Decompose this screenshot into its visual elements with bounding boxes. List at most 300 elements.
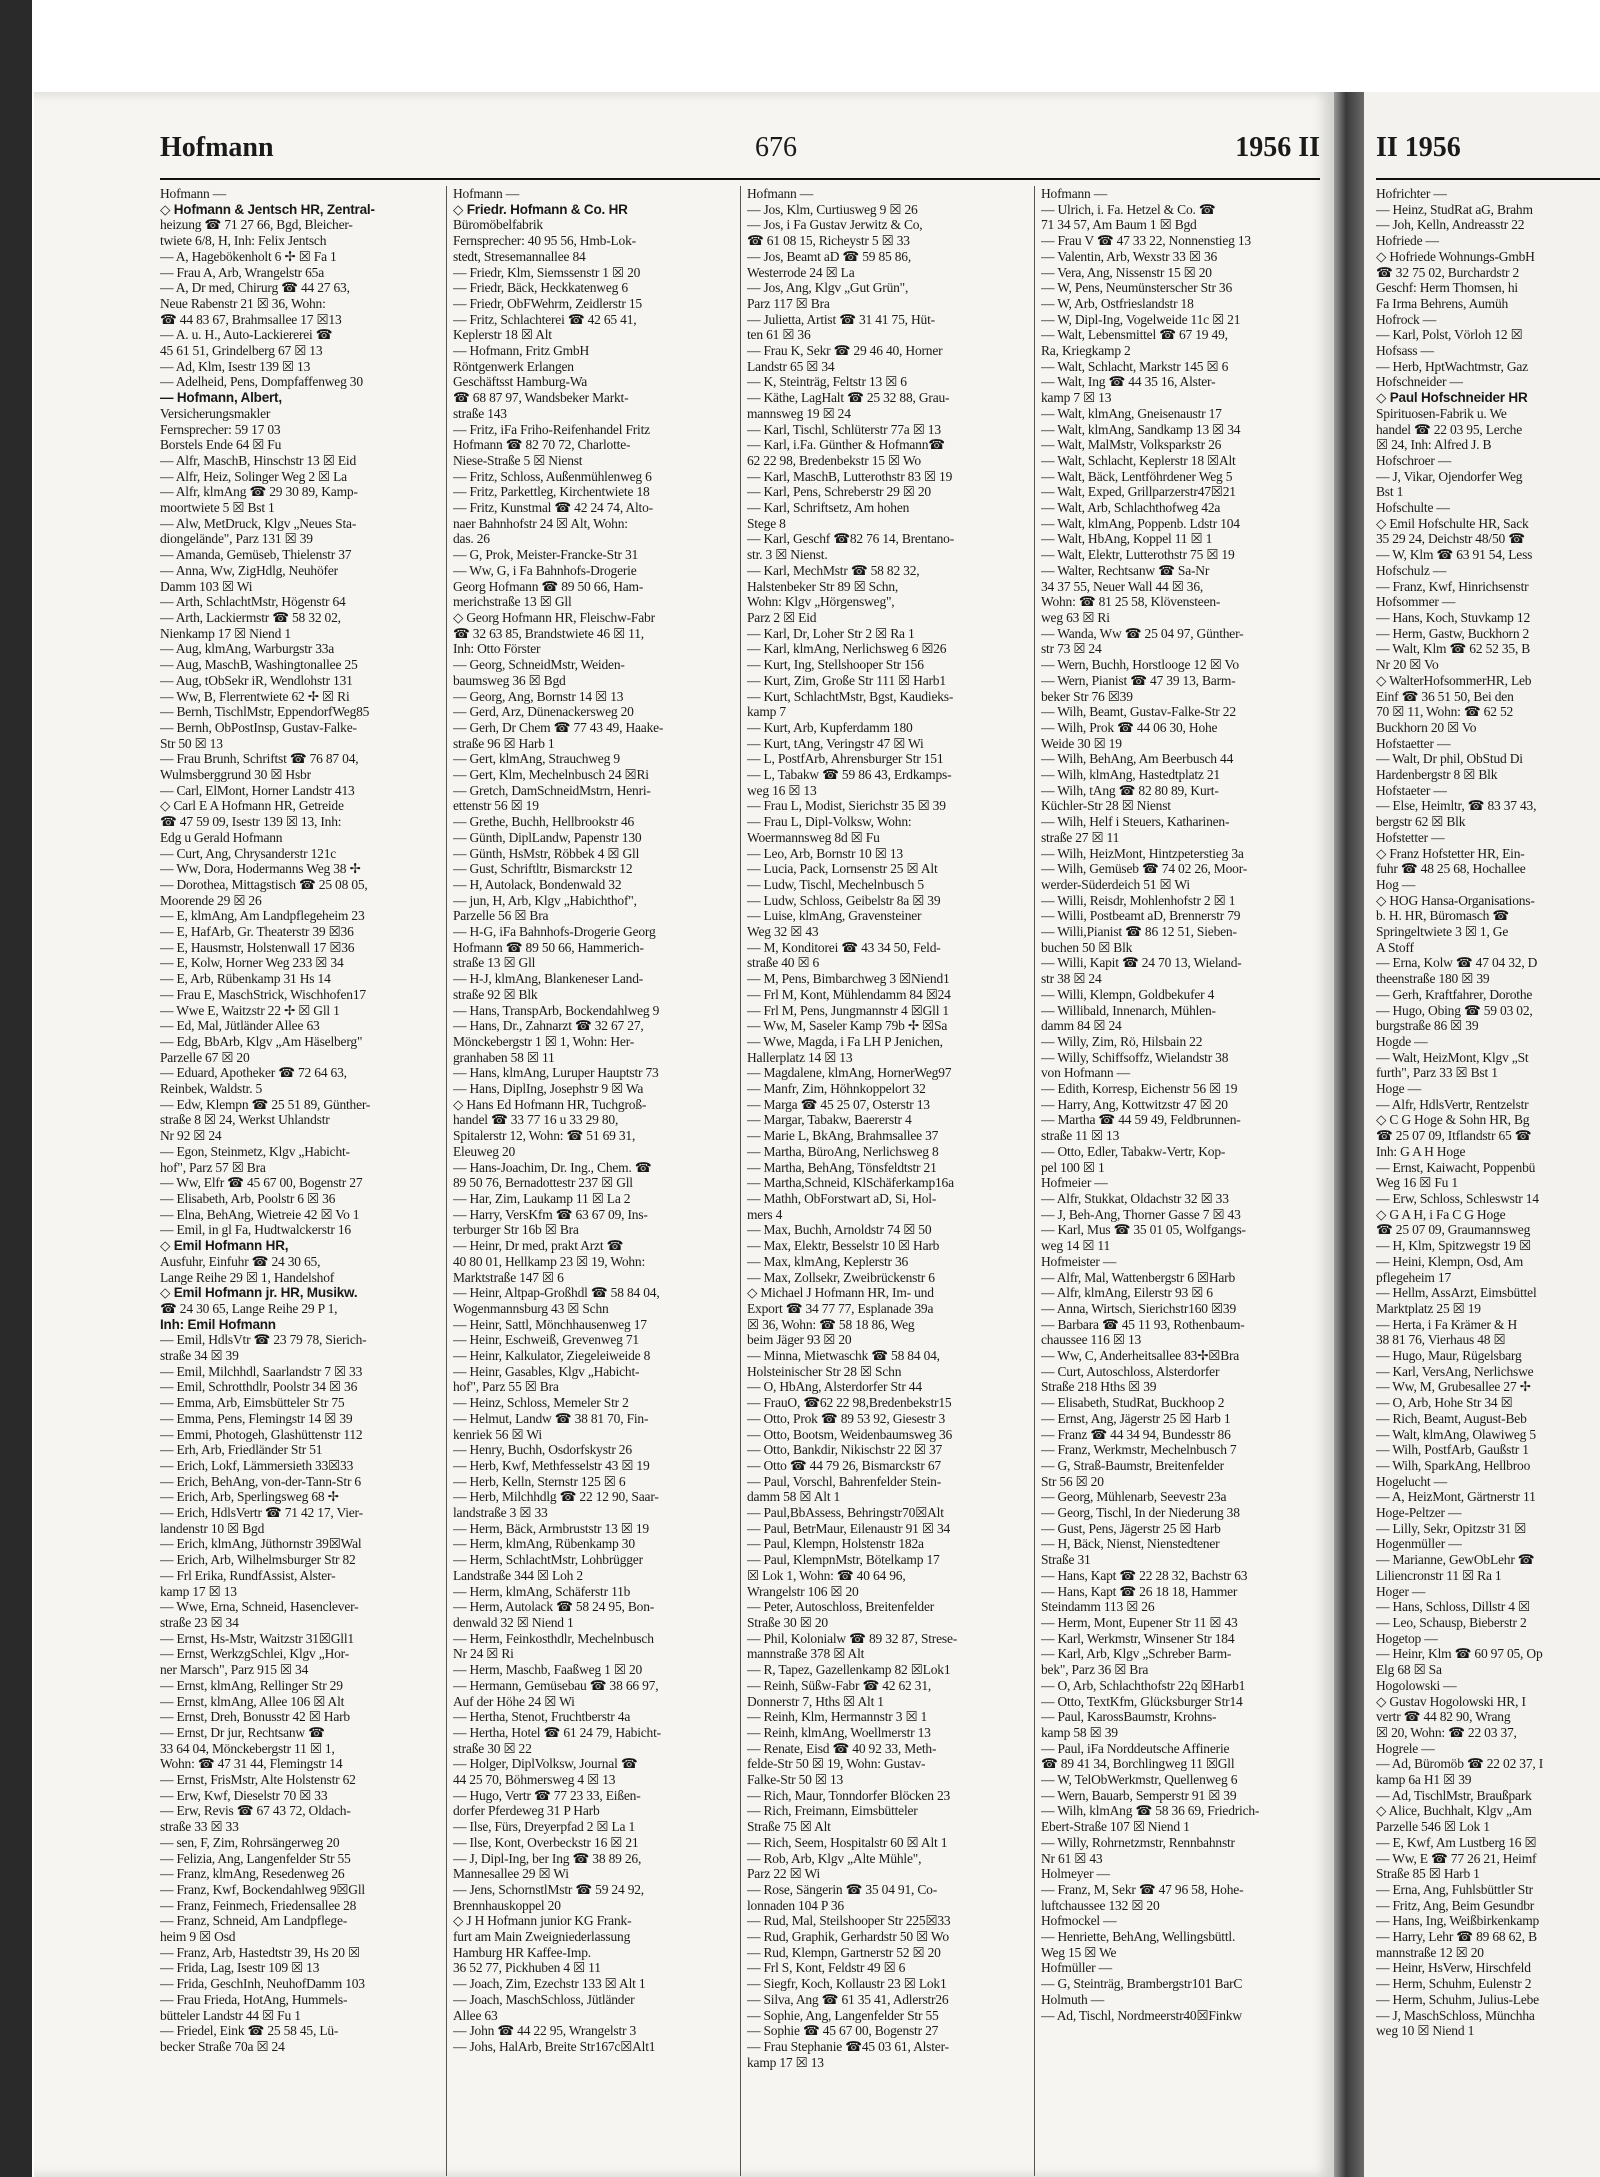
directory-entry: — O, Arb, Schlachthofstr 22q ☒Harb1 xyxy=(1041,1677,1246,1693)
directory-entry: — Peter, Autoschloss, Breitenfelder xyxy=(747,1599,935,1615)
directory-entry: — Otto, Bootsm, Weidenbaumsweg 36 xyxy=(747,1426,953,1442)
directory-entry: — Felizia, Ang, Langenfelder Str 55 xyxy=(160,1850,351,1866)
directory-entry: — Phil, Kolonialw ☎ 89 32 87, Strese- xyxy=(747,1630,958,1646)
directory-entry: — Willi, Kapit ☎ 24 70 13, Wieland- xyxy=(1041,955,1242,971)
directory-entry: — Franz, Werkmstr, Mechelnbusch 7 xyxy=(1041,1442,1237,1458)
directory-entry: — Frau K, Sekr ☎ 29 46 40, Horner xyxy=(747,343,943,359)
directory-entry: — Erich, Arb, Wilhelmsburger Str 82 xyxy=(160,1552,356,1568)
directory-entry: — Dorothea, Mittagstisch ☎ 25 08 05, xyxy=(160,876,368,892)
directory-entry: — Walter, Rechtsanw ☎ Sa-Nr xyxy=(1041,562,1210,578)
directory-entry: diongelände", Parz 131 ☒ 39 xyxy=(160,531,313,547)
directory-entry: Parz 117 ☒ Bra xyxy=(747,295,830,311)
directory-entry: — Walt, Bäck, Lentföhrdener Weg 5 xyxy=(1041,468,1233,484)
facing-page-entry: — Walt, HeizMont, Klgv „St xyxy=(1376,1049,1529,1065)
directory-entry: Hofmockel — xyxy=(1041,1913,1117,1929)
facing-page-entry: — Heinr, HsVerw, Hirschfeld xyxy=(1376,1960,1531,1976)
directory-entry: — Franz, Kwf, Bockendahlweg 9☒Gll xyxy=(160,1881,365,1897)
directory-entry: ☒ Lok 1, Wohn: ☎ 40 64 96, xyxy=(747,1567,906,1583)
directory-entry: — Herm, Feinkosthdlr, Mechelnbusch xyxy=(453,1630,654,1646)
facing-page-entry: Nr 20 ☒ Vo xyxy=(1376,657,1439,673)
directory-entry: merichstraße 13 ☒ Gll xyxy=(453,594,572,610)
directory-entry: ◇ Friedr. Hofmann & Co. HR xyxy=(453,201,628,217)
directory-entry: — Fritz, Schlachterei ☎ 42 65 41, xyxy=(453,311,637,327)
facing-page-entry: ☎ 25 07 09, Itflandstr 65 ☎ xyxy=(1376,1128,1532,1144)
facing-page-entry: ◇ Alice, Buchhalt, Klgv „Am xyxy=(1376,1803,1532,1819)
directory-entry: ☒ 36, Wohn: ☎ 58 18 86, Weg xyxy=(747,1316,915,1332)
directory-entry: — Walt, klmAng, Sandkamp 13 ☒ 34 xyxy=(1041,421,1241,437)
directory-entry: — Frida, Lag, Isestr 109 ☒ 13 xyxy=(160,1960,320,1976)
directory-entry: Georg Hofmann ☎ 89 50 66, Ham- xyxy=(453,578,644,594)
directory-entry: Parz 22 ☒ Wi xyxy=(747,1866,821,1882)
facing-page-entry: Hofrock — xyxy=(1376,311,1437,327)
directory-entry: 45 61 51, Grindelberg 67 ☒ 13 xyxy=(160,343,323,359)
directory-entry: — Georg, Tischl, In der Niederung 38 xyxy=(1041,1505,1240,1521)
directory-entry: — Karl, Dr, Loher Str 2 ☒ Ra 1 xyxy=(747,625,915,641)
directory-entry: kamp 7 xyxy=(747,704,786,720)
directory-entry: — Franz, klmAng, Resedenweg 26 xyxy=(160,1866,345,1882)
directory-entry: — Karl, i.Fa. Günther & Hofmann☎ xyxy=(747,437,945,453)
facing-page-entry: — Alfr, HdlsVertr, Rentzelstr xyxy=(1376,1096,1529,1112)
directory-entry: ☎ 68 87 97, Wandsbeker Markt- xyxy=(453,390,629,406)
directory-entry: — Wilh, klmAng ☎ 58 36 69, Friedrich- xyxy=(1041,1803,1260,1819)
facing-page-entry: — Hugo, Maur, Rügelsbarg xyxy=(1376,1348,1522,1364)
directory-entry: — Hans-Joachim, Dr. Ing., Chem. ☎ xyxy=(453,1159,652,1175)
directory-entry: — Georg, SchneidMstr, Weiden- xyxy=(453,657,625,673)
facing-page-entry: ◇ Hofriede Wohnungs-GmbH xyxy=(1376,248,1535,264)
directory-entry: — Alfr, Heiz, Solinger Weg 2 ☒ La xyxy=(160,468,347,484)
directory-entry: — R, Tapez, Gazellenkamp 82 ☒Lok1 xyxy=(747,1662,951,1678)
facing-page-entry: ◇ Franz Hofstetter HR, Ein- xyxy=(1376,845,1525,861)
directory-entry: Straße 75 ☒ Alt xyxy=(747,1819,831,1835)
facing-page-entry: kamp 6a H1 ☒ 39 xyxy=(1376,1772,1472,1788)
directory-entry: — W, Pens, Neumünsterscher Str 36 xyxy=(1041,280,1233,296)
directory-entry: Borstels Ende 64 ☒ Fu xyxy=(160,437,282,453)
facing-page-entry: Hofschulz — xyxy=(1376,562,1447,578)
facing-page-entry: — Hugo, Obing ☎ 59 03 02, xyxy=(1376,1002,1533,1018)
directory-entry: ☎ 32 63 85, Brandstwiete 46 ☒ 11, xyxy=(453,625,644,641)
directory-entry: Weg 32 ☒ 43 xyxy=(747,924,819,940)
directory-entry: — Magdalene, klmAng, HornerWeg97 xyxy=(747,1065,952,1081)
directory-entry: — Johs, HalArb, Breite Str167c☒Alt1 xyxy=(453,2038,656,2054)
directory-entry: straße 92 ☒ Blk xyxy=(453,986,538,1002)
directory-entry: — Walt, MalMstr, Volksparkstr 26 xyxy=(1041,437,1222,453)
directory-entry: — Frau A, Arb, Wrangelstr 65a xyxy=(160,264,325,280)
directory-entry: — Herm, SchlachtMstr, Lohbrügger xyxy=(453,1552,643,1568)
directory-entry: Str 50 ☒ 13 xyxy=(160,735,223,751)
directory-entry: — Hans, klmAng, Luruper Hauptstr 73 xyxy=(453,1065,659,1081)
directory-entry: Wohn: Klgv „Hörgensweg", xyxy=(747,594,895,610)
directory-entry: — Emil, in gl Fa, Hudtwalckerstr 16 xyxy=(160,1222,351,1238)
directory-entry: — Otto, TextKfm, Glücksburger Str14 xyxy=(1041,1693,1243,1709)
directory-entry: 36 52 77, Pickhuben 4 ☒ 11 xyxy=(453,1960,601,1976)
directory-entry: — FrauO, ☎62 22 98,Bredenbekstr15 xyxy=(747,1395,952,1411)
facing-page-entry: — Harry, Lehr ☎ 89 68 62, B xyxy=(1376,1929,1537,1945)
directory-entry: — Silva, Ang ☎ 61 35 41, Adlerstr26 xyxy=(747,1991,949,2007)
directory-entry: — Käthe, LagHalt ☎ 25 32 88, Grau- xyxy=(747,390,950,406)
directory-entry: — Willy, Schiffsoffz, Wielandstr 38 xyxy=(1041,1049,1229,1065)
directory-entry: kamp 17 ☒ 13 xyxy=(747,2054,824,2070)
facing-page-entry: — A, HeizMont, Gärtnerstr 11 xyxy=(1376,1489,1536,1505)
directory-entry: — Karl, MaschB, Lutterothstr 83 ☒ 19 xyxy=(747,468,953,484)
directory-entry: — L, PostfArb, Ahrensburger Str 151 xyxy=(747,751,944,767)
facing-page-entry: pflegeheim 17 xyxy=(1376,1269,1451,1285)
directory-entry: straße 11 ☒ 13 xyxy=(1041,1128,1120,1144)
directory-entry: granhaben 58 ☒ 11 xyxy=(453,1049,555,1065)
directory-entry: — Reinh, klmAng, Woellmerstr 13 xyxy=(747,1724,931,1740)
directory-entry: — Ww, C, Anderheitsallee 83✢☒Bra xyxy=(1041,1348,1240,1364)
directory-entry: — Emil, Milchhdl, Saarlandstr 7 ☒ 33 xyxy=(160,1363,363,1379)
directory-entry: — Karl, Pens, Schreberstr 29 ☒ 20 xyxy=(747,484,931,500)
directory-entry: — E, klmAng, Am Landpflegeheim 23 xyxy=(160,908,365,924)
directory-entry: — Anna, Wirtsch, Sierichstr160 ☒39 xyxy=(1041,1300,1236,1316)
directory-entry: — Otto ☎ 44 79 26, Bismarckstr 67 xyxy=(747,1457,941,1473)
directory-entry: — Willi, Klempn, Goldbekufer 4 xyxy=(1041,986,1215,1002)
directory-entry: — jun, H, Arb, Klgv „Habichthof", xyxy=(453,892,637,908)
directory-entry: str. 3 ☒ Nienst. xyxy=(747,547,828,563)
facing-page-entry: Parzelle 546 ☒ Lok 1 xyxy=(1376,1819,1490,1835)
directory-entry: — Gust, Pens, Jägerstr 25 ☒ Harb xyxy=(1041,1520,1221,1536)
facing-page-entry: Geschf: Herm Thomsen, hi xyxy=(1376,280,1518,296)
facing-page-entry: Hofstetter — xyxy=(1376,829,1445,845)
facing-page-entry: — E, Kwf, Am Lustberg 16 ☒ xyxy=(1376,1834,1537,1850)
directory-entry: — Edith, Korresp, Eichenstr 56 ☒ 19 xyxy=(1041,1081,1238,1097)
facing-page-entry: Hogolowski — xyxy=(1376,1677,1457,1693)
directory-entry: — Henriette, BehAng, Wellingsbüttl. xyxy=(1041,1929,1236,1945)
facing-page-entry: ◇ Gustav Hogolowski HR, I xyxy=(1376,1693,1526,1709)
directory-entry: — Walt, Lebensmittel ☎ 67 19 49, xyxy=(1041,327,1228,343)
directory-entry: weg 16 ☒ 13 xyxy=(747,782,817,798)
facing-page-entry: Buckhorn 20 ☒ Vo xyxy=(1376,719,1477,735)
directory-entry: straße 96 ☒ Harb 1 xyxy=(453,735,555,751)
directory-entry: — Kurt, Zim, Große Str 111 ☒ Harb1 xyxy=(747,672,946,688)
directory-entry: landenstr 10 ☒ Bgd xyxy=(160,1520,265,1536)
facing-page-entry: — Karl, VersAng, Nerlichswe xyxy=(1376,1363,1534,1379)
directory-entry: — Emma, Pens, Flemingstr 14 ☒ 39 xyxy=(160,1410,353,1426)
facing-page-entry: — Ernst, Kaiwacht, Poppenbü xyxy=(1376,1159,1536,1175)
directory-entry: — E, Kolw, Horner Weg 233 ☒ 34 xyxy=(160,955,344,971)
directory-entry: — Willy, Zim, Rö, Hilsbain 22 xyxy=(1041,1033,1203,1049)
directory-entry: — Franz, Feinmech, Friedensallee 28 xyxy=(160,1897,357,1913)
directory-entry: — Otto, Edler, Tabakw-Vertr, Kop- xyxy=(1041,1143,1226,1159)
directory-entry: — Alfr, klmAng, Eilerstr 93 ☒ 6 xyxy=(1041,1285,1213,1301)
directory-entry: Hallerplatz 14 ☒ 13 xyxy=(747,1049,853,1065)
facing-header-rule xyxy=(1376,178,1600,180)
facing-page-entry: Hofriede — xyxy=(1376,233,1439,249)
directory-entry: Steindamm 113 ☒ 26 xyxy=(1041,1599,1155,1615)
directory-entry: — Ww, G, i Fa Bahnhofs-Drogerie xyxy=(453,562,637,578)
facing-page-entry: ◇ Emil Hofschulte HR, Sack xyxy=(1376,515,1529,531)
directory-entry: Str 56 ☒ 20 xyxy=(1041,1473,1104,1489)
facing-page-entry: Elg 68 ☒ Sa xyxy=(1376,1662,1442,1678)
facing-page-entry: 35 29 24, Deichstr 48/50 ☎ xyxy=(1376,531,1525,547)
facing-page-entry: Liliencronstr 11 ☒ Ra 1 xyxy=(1376,1567,1502,1583)
facing-page-entry: Hofrichter — xyxy=(1376,186,1447,201)
directory-entry: — M, Konditorei ☎ 43 34 50, Feld- xyxy=(747,939,941,955)
directory-entry: Straße 31 xyxy=(1041,1552,1091,1568)
directory-entry: — Walt, klmAng, Poppenb. Ldstr 104 xyxy=(1041,515,1240,531)
directory-entry: hof", Parz 57 ☒ Bra xyxy=(160,1159,266,1175)
directory-entry: — Gretch, DamSchneidMstrn, Henri- xyxy=(453,782,651,798)
column-3 xyxy=(747,186,1021,2176)
facing-page-entry: b. H. HR, Büromasch ☎ xyxy=(1376,908,1509,924)
directory-entry: kamp 17 ☒ 13 xyxy=(160,1583,237,1599)
directory-entry: — H, Autolack, Bondenwald 32 xyxy=(453,876,622,892)
directory-entry: — Fritz, iFa Friho-Reifenhandel Fritz xyxy=(453,421,650,437)
directory-entry: straße 33 ☒ 33 xyxy=(160,1819,239,1835)
directory-entry: — Erich, Lokf, Lämmersieth 33☒33 xyxy=(160,1457,354,1473)
facing-page-entry: — J, Vikar, Ojendorfer Weg xyxy=(1376,468,1523,484)
directory-entry: naer Bahnhofstr 24 ☒ Alt, Wohn: xyxy=(453,515,628,531)
directory-entry: — Kurt, Ing, Stellshooper Str 156 xyxy=(747,657,924,673)
directory-entry: — Aug, tObSekr iR, Wendlohstr 131 xyxy=(160,672,353,688)
directory-entry: — Paul, Vorschl, Bahrenfelder Stein- xyxy=(747,1473,942,1489)
directory-entry: — Max, Buchh, Arnoldstr 74 ☒ 50 xyxy=(747,1222,932,1238)
facing-page-entry: mannstraße 12 ☒ 20 xyxy=(1376,1944,1484,1960)
directory-entry: Keplerstr 18 ☒ Alt xyxy=(453,327,552,343)
directory-entry: — Ulrich, i. Fa. Hetzel & Co. ☎ xyxy=(1041,201,1216,217)
directory-entry: — Kurt, SchlachtMstr, Bgst, Kaudieks- xyxy=(747,688,954,704)
directory-entry: — Karl, MechMstr ☎ 58 82 32, xyxy=(747,562,920,578)
directory-entry: — Friedr, ObFWehrm, Zeidlerstr 15 xyxy=(453,295,642,311)
facing-page-entry: Weg 16 ☒ Fu 1 xyxy=(1376,1175,1458,1191)
directory-entry: — Bernh, ObPostInsp, Gustav-Falke- xyxy=(160,719,357,735)
directory-entry: — M, Pens, Bimbarchweg 3 ☒Niend1 xyxy=(747,971,950,987)
directory-entry: Landstr 65 ☒ 34 xyxy=(747,358,835,374)
directory-entry: — Manfr, Zim, Höhnkoppelort 32 xyxy=(747,1081,926,1097)
directory-entry: — Gert, klmAng, Strauchweg 9 xyxy=(453,751,620,767)
directory-entry: ☎ 47 59 09, Isestr 139 ☒ 13, Inh: xyxy=(160,814,342,830)
directory-entry: weg 14 ☒ 11 xyxy=(1041,1238,1111,1254)
directory-entry: — K, Steinträg, Feltstr 13 ☒ 6 xyxy=(747,374,907,390)
directory-entry: — Adelheid, Pens, Dompfaffenweg 30 xyxy=(160,374,363,390)
facing-page-entry: — W, Klm ☎ 63 91 54, Less xyxy=(1376,547,1533,563)
directory-entry: — Curt, Ang, Chrysanderstr 121c xyxy=(160,845,337,861)
directory-entry: — Heinr, Dr med, prakt Arzt ☎ xyxy=(453,1238,624,1254)
facing-page-entry: Inh: G A H Hoge xyxy=(1376,1143,1466,1159)
directory-entry: — Otto, Prok ☎ 89 53 92, Giesestr 3 xyxy=(747,1410,946,1426)
directory-entry: — Helmut, Landw ☎ 38 81 70, Fin- xyxy=(453,1410,649,1426)
directory-entry: Nr 24 ☒ Ri xyxy=(453,1646,514,1662)
directory-entry: — Wern, Buchh, Horstlooge 12 ☒ Vo xyxy=(1041,657,1239,673)
facing-page-entry: Hogenmüller — xyxy=(1376,1536,1462,1552)
directory-entry: — John ☎ 44 22 95, Wrangelstr 3 xyxy=(453,2023,637,2039)
directory-entry: 34 37 55, Neuer Wall 44 ☒ 36, xyxy=(1041,578,1204,594)
directory-entry: — Hofmann, Albert, xyxy=(160,390,282,406)
directory-entry: Mönckebergstr 1 ☒ 1, Wohn: Her- xyxy=(453,1033,635,1049)
directory-entry: ◇ Michael J Hofmann HR, Im- und xyxy=(747,1285,934,1301)
directory-entry: Falke-Str 50 ☒ 13 xyxy=(747,1772,844,1788)
directory-entry: — Frau Stephanie ☎45 03 61, Alster- xyxy=(747,2038,949,2054)
directory-entry: — Walt, Exped, Grillparzerstr47☒21 xyxy=(1041,484,1236,500)
directory-entry: — Erich, Arb, Sperlingsweg 68 ✢ xyxy=(160,1489,339,1505)
directory-entry: — Heinr, Gasables, Klgv „Habicht- xyxy=(453,1363,640,1379)
directory-entry: Hofmann ☎ 82 70 72, Charlotte- xyxy=(453,437,631,453)
directory-entry: — Heinr, Altpap-Großhdl ☎ 58 84 04, xyxy=(453,1285,660,1301)
directory-entry: — Harry, Ang, Kottwitzstr 47 ☒ 20 xyxy=(1041,1096,1228,1112)
directory-entry: Donnerstr 7, Hths ☒ Alt 1 xyxy=(747,1693,884,1709)
facing-page-entry: Hardenbergstr 8 ☒ Blk xyxy=(1376,767,1498,783)
directory-entry: — Wilh, Beamt, Gustav-Falke-Str 22 xyxy=(1041,704,1236,720)
directory-entry: damm 84 ☒ 24 xyxy=(1041,1018,1122,1034)
directory-entry: — Wwe, Erna, Schneid, Hasenclever- xyxy=(160,1599,359,1615)
directory-entry: — Har, Zim, Laukamp 11 ☒ La 2 xyxy=(453,1191,631,1206)
directory-entry: 71 34 57, Am Baum 1 ☒ Bgd xyxy=(1041,217,1197,233)
directory-entry: Niese-Straße 5 ☒ Nienst xyxy=(453,452,583,468)
directory-entry: — J, Dipl-Ing, ber Ing ☎ 38 89 26, xyxy=(453,1850,642,1866)
directory-entry: — Jos, Ang, Klgv „Gut Grün", xyxy=(747,280,909,296)
facing-page-entry: — Walt, Klm ☎ 62 52 35, B xyxy=(1376,641,1531,657)
directory-entry: — Edg, BbArb, Klgv „Am Häselberg" xyxy=(160,1033,363,1049)
directory-entry: — Günth, HsMstr, Röbbek 4 ☒ Gll xyxy=(453,845,640,861)
column-2 xyxy=(453,186,727,2176)
directory-entry: mannstraße 378 ☒ Alt xyxy=(747,1646,865,1662)
directory-entry: — Elisabeth, Arb, Poolstr 6 ☒ 36 xyxy=(160,1191,336,1206)
directory-entry: — Frl M, Kont, Mühlendamm 84 ☒24 xyxy=(747,986,951,1002)
directory-entry: furt am Main Zweigniederlassung xyxy=(453,1929,631,1945)
directory-entry: — Erw, Kwf, Dieselstr 70 ☒ 33 xyxy=(160,1787,328,1803)
facing-page-entry: Fa Irma Behrens, Aumüh xyxy=(1376,295,1509,311)
directory-entry: — Heinz, Schloss, Memeler Str 2 xyxy=(453,1395,629,1411)
directory-entry: becker Straße 70a ☒ 24 xyxy=(160,2038,285,2054)
column-divider xyxy=(446,186,447,2176)
directory-entry: — Rob, Arb, Klgv „Alte Mühle", xyxy=(747,1850,922,1866)
facing-page-entry: weg 10 ☒ Niend 1 xyxy=(1376,2023,1475,2039)
facing-page-entry: — Erna, Kolw ☎ 47 04 32, D xyxy=(1376,955,1538,971)
directory-entry: 62 22 98, Bredenbekstr 15 ☒ Wo xyxy=(747,452,921,468)
directory-entry: Büromöbelfabrik xyxy=(453,217,543,233)
facing-page-entry: Bst 1 xyxy=(1376,484,1404,500)
directory-entry: Inh: Otto Förster xyxy=(453,641,541,657)
directory-entry: — Walt, Schlacht, Markstr 145 ☒ 6 xyxy=(1041,358,1229,374)
directory-entry: — Walt, HbAng, Koppel 11 ☒ 1 xyxy=(1041,531,1213,547)
facing-page-entry: ☎ 32 75 02, Burchardstr 2 xyxy=(1376,264,1520,280)
directory-entry: — Herb, Kelln, Sternstr 125 ☒ 6 xyxy=(453,1473,626,1489)
directory-entry: Edg u Gerald Hofmann xyxy=(160,829,283,845)
facing-page-entry: Hofsommer — xyxy=(1376,594,1456,610)
directory-entry: — Wern, Pianist ☎ 47 39 13, Barm- xyxy=(1041,672,1236,688)
directory-entry: — Paul, KarossBaumstr, Krohns- xyxy=(1041,1709,1217,1725)
directory-entry: felde-Str 50 ☒ 19, Wohn: Gustav- xyxy=(747,1756,926,1772)
directory-entry: Straße 218 Hths ☒ 39 xyxy=(1041,1379,1157,1395)
directory-entry: pel 100 ☒ 1 xyxy=(1041,1159,1105,1175)
directory-entry: Weg 15 ☒ We xyxy=(1041,1944,1117,1960)
directory-entry: — Jens, SchornstlMstr ☎ 59 24 92, xyxy=(453,1881,644,1897)
facing-page-entry: Hoge — xyxy=(1376,1081,1421,1097)
directory-entry: Landstraße 344 ☒ Loh 2 xyxy=(453,1567,583,1583)
directory-entry: — Sophie ☎ 45 67 00, Bogenstr 27 xyxy=(747,2023,939,2039)
directory-entry: — sen, F, Zim, Rohrsängerweg 20 xyxy=(160,1834,340,1850)
facing-page-entry: — Herb, HptWachtmstr, Gaz xyxy=(1376,358,1528,374)
directory-entry: — Reinh, Süßw-Fabr ☎ 42 62 31, xyxy=(747,1677,932,1693)
directory-entry: — J, Beh-Ang, Thorner Gasse 7 ☒ 43 xyxy=(1041,1206,1241,1222)
directory-entry: — Willi,Pianist ☎ 86 12 51, Sieben- xyxy=(1041,924,1237,940)
directory-entry: 40 80 01, Hellkamp 23 ☒ 19, Wohn: xyxy=(453,1253,646,1269)
directory-entry: 89 50 76, Bernadottestr 237 ☒ Gll xyxy=(453,1175,633,1191)
directory-entry: — Ludw, Tischl, Mechelnbusch 5 xyxy=(747,876,924,892)
facing-page-entry: vertr ☎ 44 82 90, Wrang xyxy=(1376,1709,1511,1725)
directory-entry: — Heinr, Eschweiß, Grevenweg 71 xyxy=(453,1332,639,1348)
directory-entry: ☎ 24 30 65, Lange Reihe 29 P 1, xyxy=(160,1300,338,1316)
facing-page-entry: theenstraße 180 ☒ 39 xyxy=(1376,971,1490,987)
facing-page-entry: — Herm, Schuhm, Julius-Lebe xyxy=(1376,1991,1539,2007)
directory-entry: — Henry, Buchh, Osdorfskystr 26 xyxy=(453,1442,632,1458)
facing-page-entry: — Heinz, StudRat aG, Brahm xyxy=(1376,201,1533,217)
directory-entry: — Jos, i Fa Gustav Jerwitz & Co, xyxy=(747,217,923,233)
directory-entry: mannsweg 19 ☒ 24 xyxy=(747,405,851,421)
facing-page-entry: Hofstaetter — xyxy=(1376,735,1451,751)
facing-page-entry: Hogetop — xyxy=(1376,1630,1438,1646)
directory-entry: ☎ 44 83 67, Brahmsallee 17 ☒13 xyxy=(160,311,342,327)
directory-entry: — Herm, Maschb, Faaßweg 1 ☒ 20 xyxy=(453,1662,643,1678)
directory-entry: — Valentin, Arb, Wexstr 33 ☒ 36 xyxy=(1041,248,1218,264)
directory-entry: — G, Steinträg, Brambergstr101 BarC xyxy=(1041,1976,1243,1992)
directory-entry: — Paul, Klempn, Holstenstr 182a xyxy=(747,1536,924,1552)
directory-entry: beim Jäger 93 ☒ 20 xyxy=(747,1332,852,1348)
directory-entry: — A. u. H., Auto-Lackiererei ☎ xyxy=(160,327,333,343)
directory-entry: Weide 30 ☒ 19 xyxy=(1041,735,1122,751)
directory-entry: dorfer Pferdeweg 31 P Harb xyxy=(453,1803,600,1819)
facing-page-entry: — Gerh, Kraftfahrer, Dorothe xyxy=(1376,986,1533,1002)
directory-entry: — G, Straß-Baumstr, Breitenfelder xyxy=(1041,1457,1224,1473)
directory-entry: — Gerh, Dr Chem ☎ 77 43 49, Haake- xyxy=(453,719,664,735)
directory-entry: ◇ J H Hofmann junior KG Frank- xyxy=(453,1913,632,1929)
directory-entry: Inh: Emil Hofmann xyxy=(160,1316,276,1332)
directory-entry: Holsteinischer Str 28 ☒ Schn xyxy=(747,1363,902,1379)
directory-entry: — Joach, MaschSchloss, Jütländer xyxy=(453,1991,635,2007)
directory-entry: — Ad, Klm, Isestr 139 ☒ 13 xyxy=(160,358,311,374)
directory-entry: Mannesallee 29 ☒ Wi xyxy=(453,1866,569,1882)
directory-entry: — Paul, iFa Norddeutsche Affinerie xyxy=(1041,1740,1230,1756)
facing-page-entry: — Hans, Ing, Weißbirkenkamp xyxy=(1376,1913,1540,1929)
facing-page-entry: — Franz, Kwf, Hinrichsenstr xyxy=(1376,578,1529,594)
facing-page-entry: 38 81 76, Vierhaus 48 ☒ xyxy=(1376,1332,1506,1348)
directory-entry: chaussee 116 ☒ 13 xyxy=(1041,1332,1142,1348)
directory-entry: — Ernst, Ang, Jägerstr 25 ☒ Harb 1 xyxy=(1041,1410,1231,1426)
directory-entry: — Renate, Eisd ☎ 40 92 33, Meth- xyxy=(747,1740,937,1756)
directory-entry: — Otto, Bankdir, Nikischstr 22 ☒ 37 xyxy=(747,1442,943,1458)
directory-entry: — Julietta, Artist ☎ 31 41 75, Hüt- xyxy=(747,311,935,327)
directory-entry: — Erich, klmAng, Jüthornstr 39☒Wal xyxy=(160,1536,362,1552)
directory-entry: Hofmann ☎ 89 50 66, Hammerich- xyxy=(453,939,644,955)
column-1 xyxy=(160,186,434,2176)
directory-entry: Brennhauskoppel 20 xyxy=(453,1897,561,1913)
directory-entry: — Wilh, HeizMont, Hintzpeterstieg 3a xyxy=(1041,845,1244,861)
directory-entry: — Walt, Ing ☎ 44 35 16, Alster- xyxy=(1041,374,1216,390)
directory-entry: — Fritz, Parkettleg, Kirchentwiete 18 xyxy=(453,484,650,500)
facing-page-entry: Hoge-Peltzer — xyxy=(1376,1505,1462,1521)
directory-entry: — Ernst, Hs-Mstr, Waitzstr 31☒Gll1 xyxy=(160,1630,354,1646)
directory-entry: — Frau L, Modist, Sierichstr 35 ☒ 39 xyxy=(747,798,946,814)
directory-entry: — Hertha, Hotel ☎ 61 24 79, Habicht- xyxy=(453,1724,661,1740)
facing-page xyxy=(1364,92,1600,2177)
directory-entry: — Rich, Freimann, Eimsbütteler xyxy=(747,1803,918,1819)
directory-entry: — Hugo, Vertr ☎ 77 23 33, Eißen- xyxy=(453,1787,641,1803)
facing-page-entry: Hoger — xyxy=(1376,1583,1426,1599)
directory-entry: — Walt, Arb, Schlachthofweg 42a xyxy=(1041,500,1221,516)
facing-page-entry: — Else, Heimltr, ☎ 83 37 43, xyxy=(1376,798,1537,814)
directory-entry: kamp 58 ☒ 39 xyxy=(1041,1724,1118,1740)
facing-page-entry: Hofschulte — xyxy=(1376,500,1450,516)
directory-entry: Damm 103 ☒ Wi xyxy=(160,578,253,594)
facing-page-entry: — H, Klm, Spitzwegstr 19 ☒ xyxy=(1376,1238,1532,1254)
directory-entry: — Wern, Bauarb, Semperstr 91 ☒ 39 xyxy=(1041,1787,1237,1803)
directory-entry: — Wanda, Ww ☎ 25 04 97, Günther- xyxy=(1041,625,1244,641)
facing-page-entry: Hogde — xyxy=(1376,1033,1428,1049)
directory-entry: Stege 8 xyxy=(747,515,786,531)
directory-entry: Ausfuhr, Einfuhr ☎ 24 30 65, xyxy=(160,1253,321,1269)
facing-page-header: II 1956 xyxy=(1376,132,1461,163)
directory-entry: straße 143 xyxy=(453,405,507,421)
